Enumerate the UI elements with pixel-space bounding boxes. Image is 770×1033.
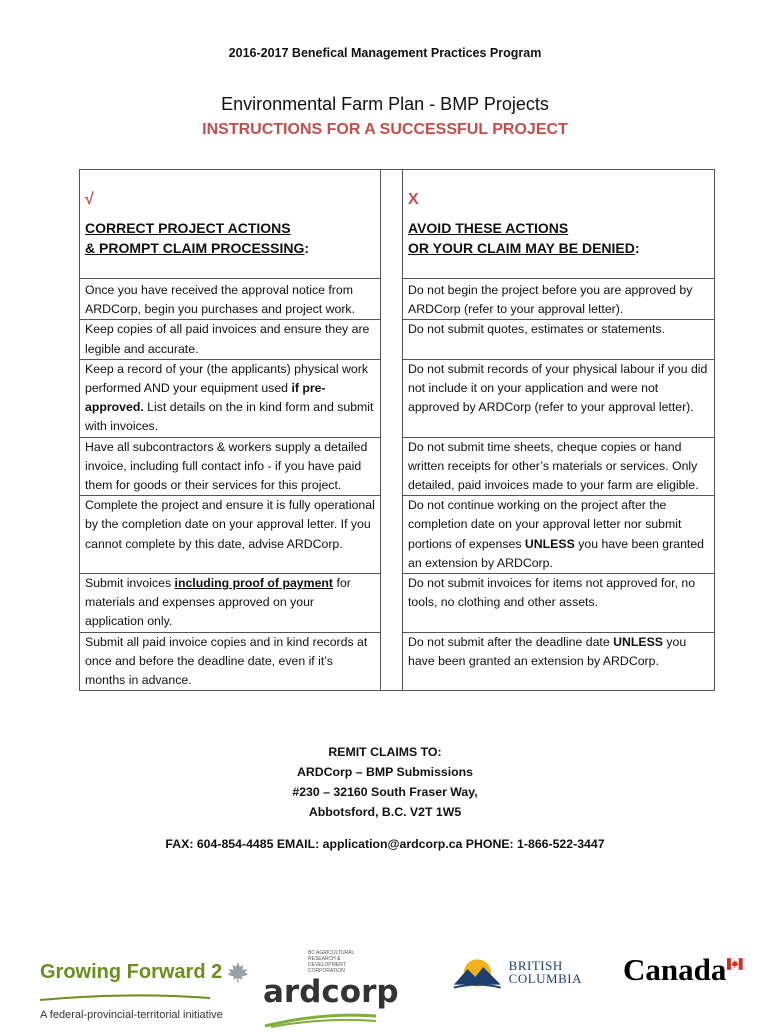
remit-block bbox=[0, 742, 770, 822]
correct-action-cell bbox=[80, 574, 381, 633]
remit-line: Abbotsford, B.C. V2T 1W5 bbox=[308, 805, 462, 819]
cell-bold-text: UNLESS bbox=[524, 536, 575, 551]
correct-action-cell bbox=[80, 359, 381, 437]
instructions-table bbox=[79, 169, 715, 691]
swoosh-icon bbox=[40, 994, 210, 1002]
bc-wordmark-line1: BRITISH bbox=[508, 958, 563, 973]
avoid-action-cell bbox=[403, 496, 715, 574]
ardcorp-logo bbox=[263, 950, 399, 1033]
correct-action-cell: Submit all paid invoice copies and in kind records at once and before the deadline date, even if it’s months in advance. bbox=[80, 632, 381, 691]
x-mark-icon: X bbox=[408, 191, 419, 208]
cell-text: Keep a record of your (the applicants) physical work performed AND your equipment used bbox=[85, 361, 368, 396]
checkmark-icon: √ bbox=[85, 191, 94, 208]
column-divider bbox=[381, 170, 403, 691]
avoid-action-cell: Do not submit quotes, estimates or statements. bbox=[403, 320, 715, 359]
document-title: Environmental Farm Plan - BMP Projects bbox=[221, 94, 549, 114]
correct-action-cell: Complete the project and ensure it is fully operational by the completion date on your approval letter. If you cannot complete by this date, advise ARDCorp. bbox=[80, 496, 381, 574]
avoid-action-cell: Do not submit time sheets, cheque copies or hand written receipts for other’s materials or services. Only detailed, paid invoices made to your farm are eligible. bbox=[403, 437, 715, 496]
british-columbia-logo bbox=[452, 953, 582, 991]
avoid-action-cell: Do not submit records of your physical labour if you did not include it on your application and were not approved by ARDCorp (refer to your approval letter). bbox=[403, 359, 715, 437]
cell-text: Submit invoices bbox=[85, 576, 175, 591]
remit-line: ARDCorp – BMP Submissions bbox=[296, 765, 474, 779]
cell-text: Do not submit after the deadline date bbox=[408, 634, 614, 649]
correct-action-cell: Once you have received the approval notice from ARDCorp, begin you purchases and project work. bbox=[80, 279, 381, 320]
avoid-action-cell: Do not submit invoices for items not approved for, no tools, no clothing and other assets. bbox=[403, 574, 715, 633]
avoid-action-cell bbox=[403, 632, 715, 691]
avoid-header-colon: : bbox=[634, 240, 640, 256]
cell-bold-text: UNLESS bbox=[613, 634, 663, 649]
correct-actions-header bbox=[80, 170, 381, 279]
ardcorp-wordmark: ardcorp bbox=[263, 974, 399, 1010]
cell-text: Do not continue working on the project after the completion date on your approval letter nor submit portions of expenses bbox=[408, 498, 682, 551]
growing-forward-logo bbox=[40, 955, 250, 1021]
cell-bold-text: if pre-approved. bbox=[85, 381, 326, 415]
contact-line: FAX: 604-854-4485 EMAIL: application@ardcorp.ca PHONE: 1-866-522-3447 bbox=[165, 837, 605, 851]
canada-flag-icon bbox=[727, 958, 743, 970]
correct-action-cell: Keep copies of all paid invoices and ensure they are legible and accurate. bbox=[80, 320, 381, 359]
cell-text: you have been granted an extension by ARDCorp. bbox=[408, 634, 687, 668]
growing-forward-wordmark: Growing Forward 2 bbox=[40, 960, 223, 983]
avoid-header-line2: OR YOUR CLAIM MAY BE DENIED bbox=[408, 240, 635, 256]
table-header-row bbox=[80, 170, 715, 279]
avoid-actions-header bbox=[403, 170, 715, 279]
correct-action-cell: Have all subcontractors & workers supply a detailed invoice, including full contact info - if you have paid them for goods or their services for this project. bbox=[80, 437, 381, 496]
cell-bold-underlined-text: including proof of payment bbox=[174, 576, 334, 591]
remit-heading: REMIT CLAIMS TO: bbox=[328, 745, 442, 759]
remit-line: #230 – 32160 South Fraser Way, bbox=[292, 785, 478, 799]
maple-leaf-icon bbox=[226, 955, 250, 989]
avoid-header-line1: AVOID THESE ACTIONS bbox=[408, 220, 569, 236]
avoid-action-cell: Do not begin the project before you are approved by ARDCorp (refer to your approval letter). bbox=[403, 279, 715, 320]
field-rows-icon bbox=[263, 1010, 378, 1028]
growing-forward-tagline: A federal-provincial-territorial initiative bbox=[40, 1009, 223, 1021]
cell-text: List details on the in kind form and submit with invoices. bbox=[85, 400, 374, 434]
canada-wordmark: Canada bbox=[623, 952, 727, 987]
bc-sun-mountains-icon bbox=[452, 953, 503, 991]
program-title: 2016-2017 Benefical Management Practices Program bbox=[228, 46, 542, 60]
cell-text: for materials and expenses approved on your application only. bbox=[85, 576, 351, 629]
bc-wordmark-line2: COLUMBIA bbox=[508, 971, 582, 986]
document-subtitle: INSTRUCTIONS FOR A SUCCESSFUL PROJECT bbox=[202, 121, 568, 138]
correct-header-line2: & PROMPT CLAIM PROCESSING bbox=[85, 240, 305, 256]
cell-text: you have been granted an extension by ARDCorp. bbox=[408, 536, 705, 570]
correct-header-line1: CORRECT PROJECT ACTIONS bbox=[85, 220, 291, 236]
correct-header-colon: : bbox=[304, 240, 310, 256]
ardcorp-tagline: BC AGRICULTURAL RESEARCH & DEVELOPMENT CORPORATION bbox=[308, 950, 355, 974]
canada-wordmark-logo bbox=[623, 952, 743, 988]
